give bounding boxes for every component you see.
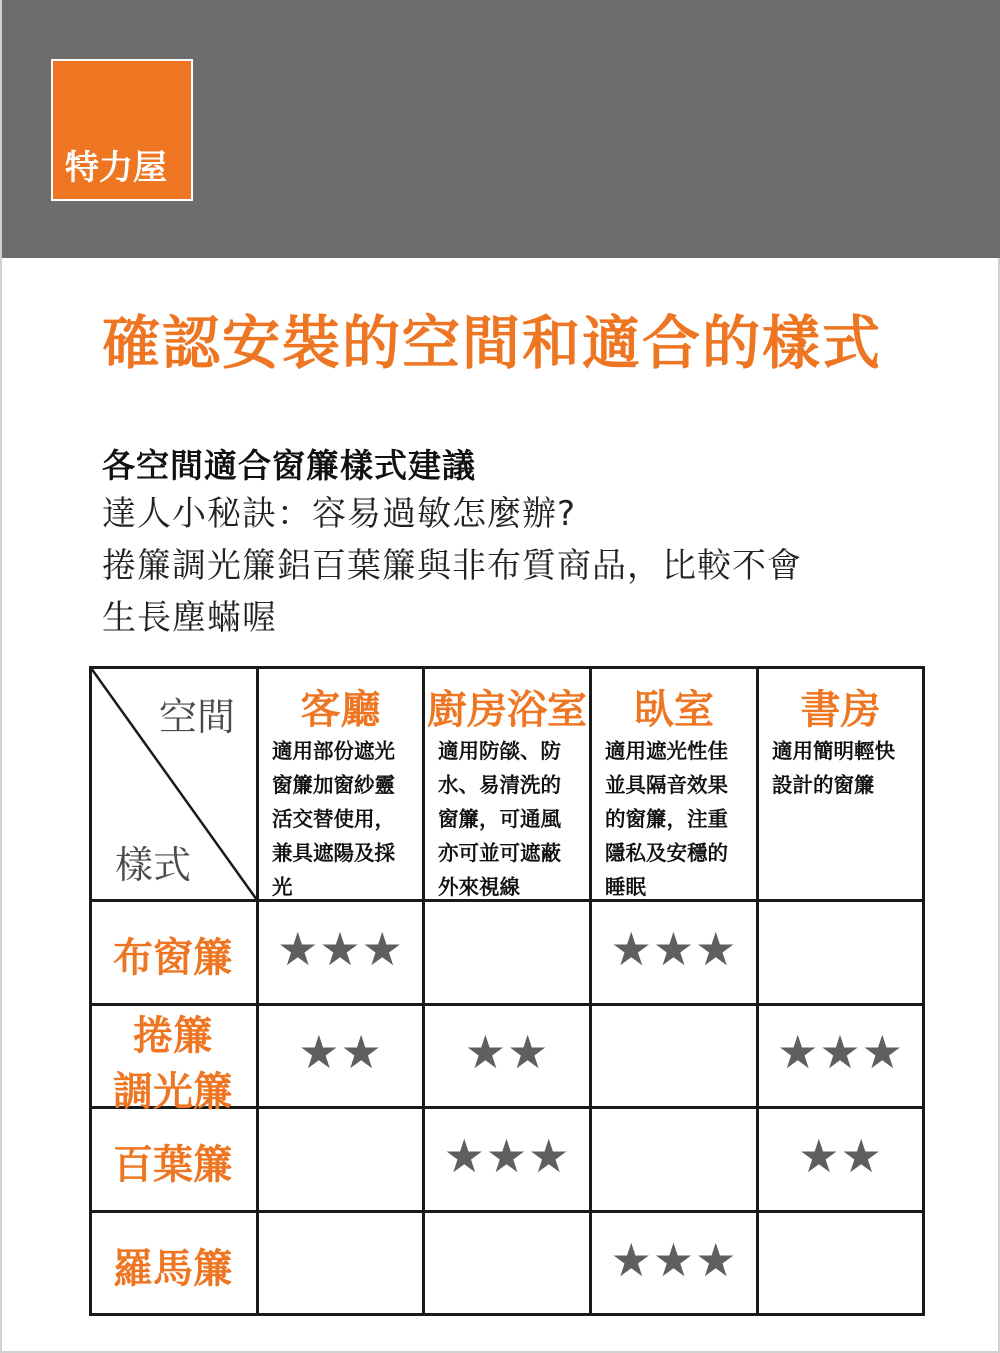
desc-line: 適用部份遮光: [272, 739, 395, 763]
desc-line: 並具隔音效果: [605, 773, 728, 797]
row-header-roller-blind: [89, 1008, 257, 1120]
desc-line: 適用遮光性佳: [605, 739, 728, 763]
expert-tip: [102, 488, 942, 644]
rating-stars: ★★: [298, 1025, 383, 1079]
tip-line: 達人小秘訣：容易過敏怎麼辦?: [102, 494, 577, 534]
column-desc-living-room: [272, 734, 395, 904]
table-divider: [589, 666, 592, 1316]
desc-line: 的窗簾，注重: [605, 807, 728, 831]
rating-stars: ★★★: [777, 1025, 904, 1079]
brand-logo-text: 特力屋: [65, 148, 167, 188]
row-header-fabric-curtain: 布窗簾: [113, 935, 233, 981]
desc-line: 適用簡明輕快: [772, 739, 895, 763]
rating-stars: ★★★: [610, 1233, 738, 1287]
desc-line: 隱私及安穩的: [605, 841, 728, 865]
column-header-kitchen-bath: 廚房浴室: [427, 687, 587, 733]
table-border: [922, 666, 925, 1316]
rating-stars: ★★: [464, 1025, 550, 1079]
header-band: [2, 0, 1000, 258]
rating-stars: ★★★: [277, 922, 404, 976]
desc-line: 設計的窗簾: [772, 773, 875, 797]
column-header-living-room: 客廳: [300, 687, 381, 733]
table-divider: [89, 1210, 925, 1213]
row-header-roman-shade: 羅馬簾: [113, 1246, 233, 1292]
row-header-line: 調光簾: [113, 1069, 233, 1115]
desc-line: 適用防燄、防: [438, 739, 561, 763]
desc-line: 水、易清洗的: [438, 773, 561, 797]
desc-line: 窗簾加窗紗靈: [272, 773, 395, 797]
rating-stars: ★★★: [610, 922, 738, 976]
tip-line: 生長塵蟎喔: [102, 598, 277, 638]
recommendation-table: [89, 666, 925, 1316]
brand-logo: [51, 59, 193, 201]
table-divider: [89, 1003, 925, 1006]
desc-line: 光: [272, 875, 293, 899]
section-subtitle: 各空間適合窗簾樣式建議: [102, 446, 476, 485]
desc-line: 兼具遮陽及採: [272, 841, 395, 865]
page-title: 確認安裝的空間和適合的樣式: [102, 309, 883, 377]
column-header-bedroom: 臥室: [634, 687, 714, 733]
corner-label-style: 樣式: [115, 843, 192, 887]
desc-line: 外來視線: [438, 875, 520, 899]
corner-label-space: 空間: [159, 695, 236, 739]
rating-stars: ★★: [798, 1129, 883, 1183]
row-header-venetian-blind: 百葉簾: [113, 1142, 233, 1188]
column-desc-kitchen-bath: [438, 734, 561, 904]
table-divider: [422, 666, 425, 1316]
column-desc-bedroom: [605, 734, 728, 904]
table-border: [89, 1313, 925, 1316]
desc-line: 窗簾，可通風: [438, 807, 561, 831]
column-header-study: 書房: [800, 687, 881, 733]
desc-line: 睡眠: [605, 875, 646, 899]
desc-line: 活交替使用，: [272, 807, 395, 831]
row-header-line: 捲簾: [133, 1013, 213, 1059]
tip-line: 捲簾調光簾鋁百葉簾與非布質商品，比較不會: [102, 546, 802, 586]
rating-stars: ★★★: [443, 1129, 571, 1183]
table-divider: [756, 666, 759, 1316]
desc-line: 亦可並可遮蔽: [438, 841, 561, 865]
column-desc-study: [772, 734, 895, 802]
